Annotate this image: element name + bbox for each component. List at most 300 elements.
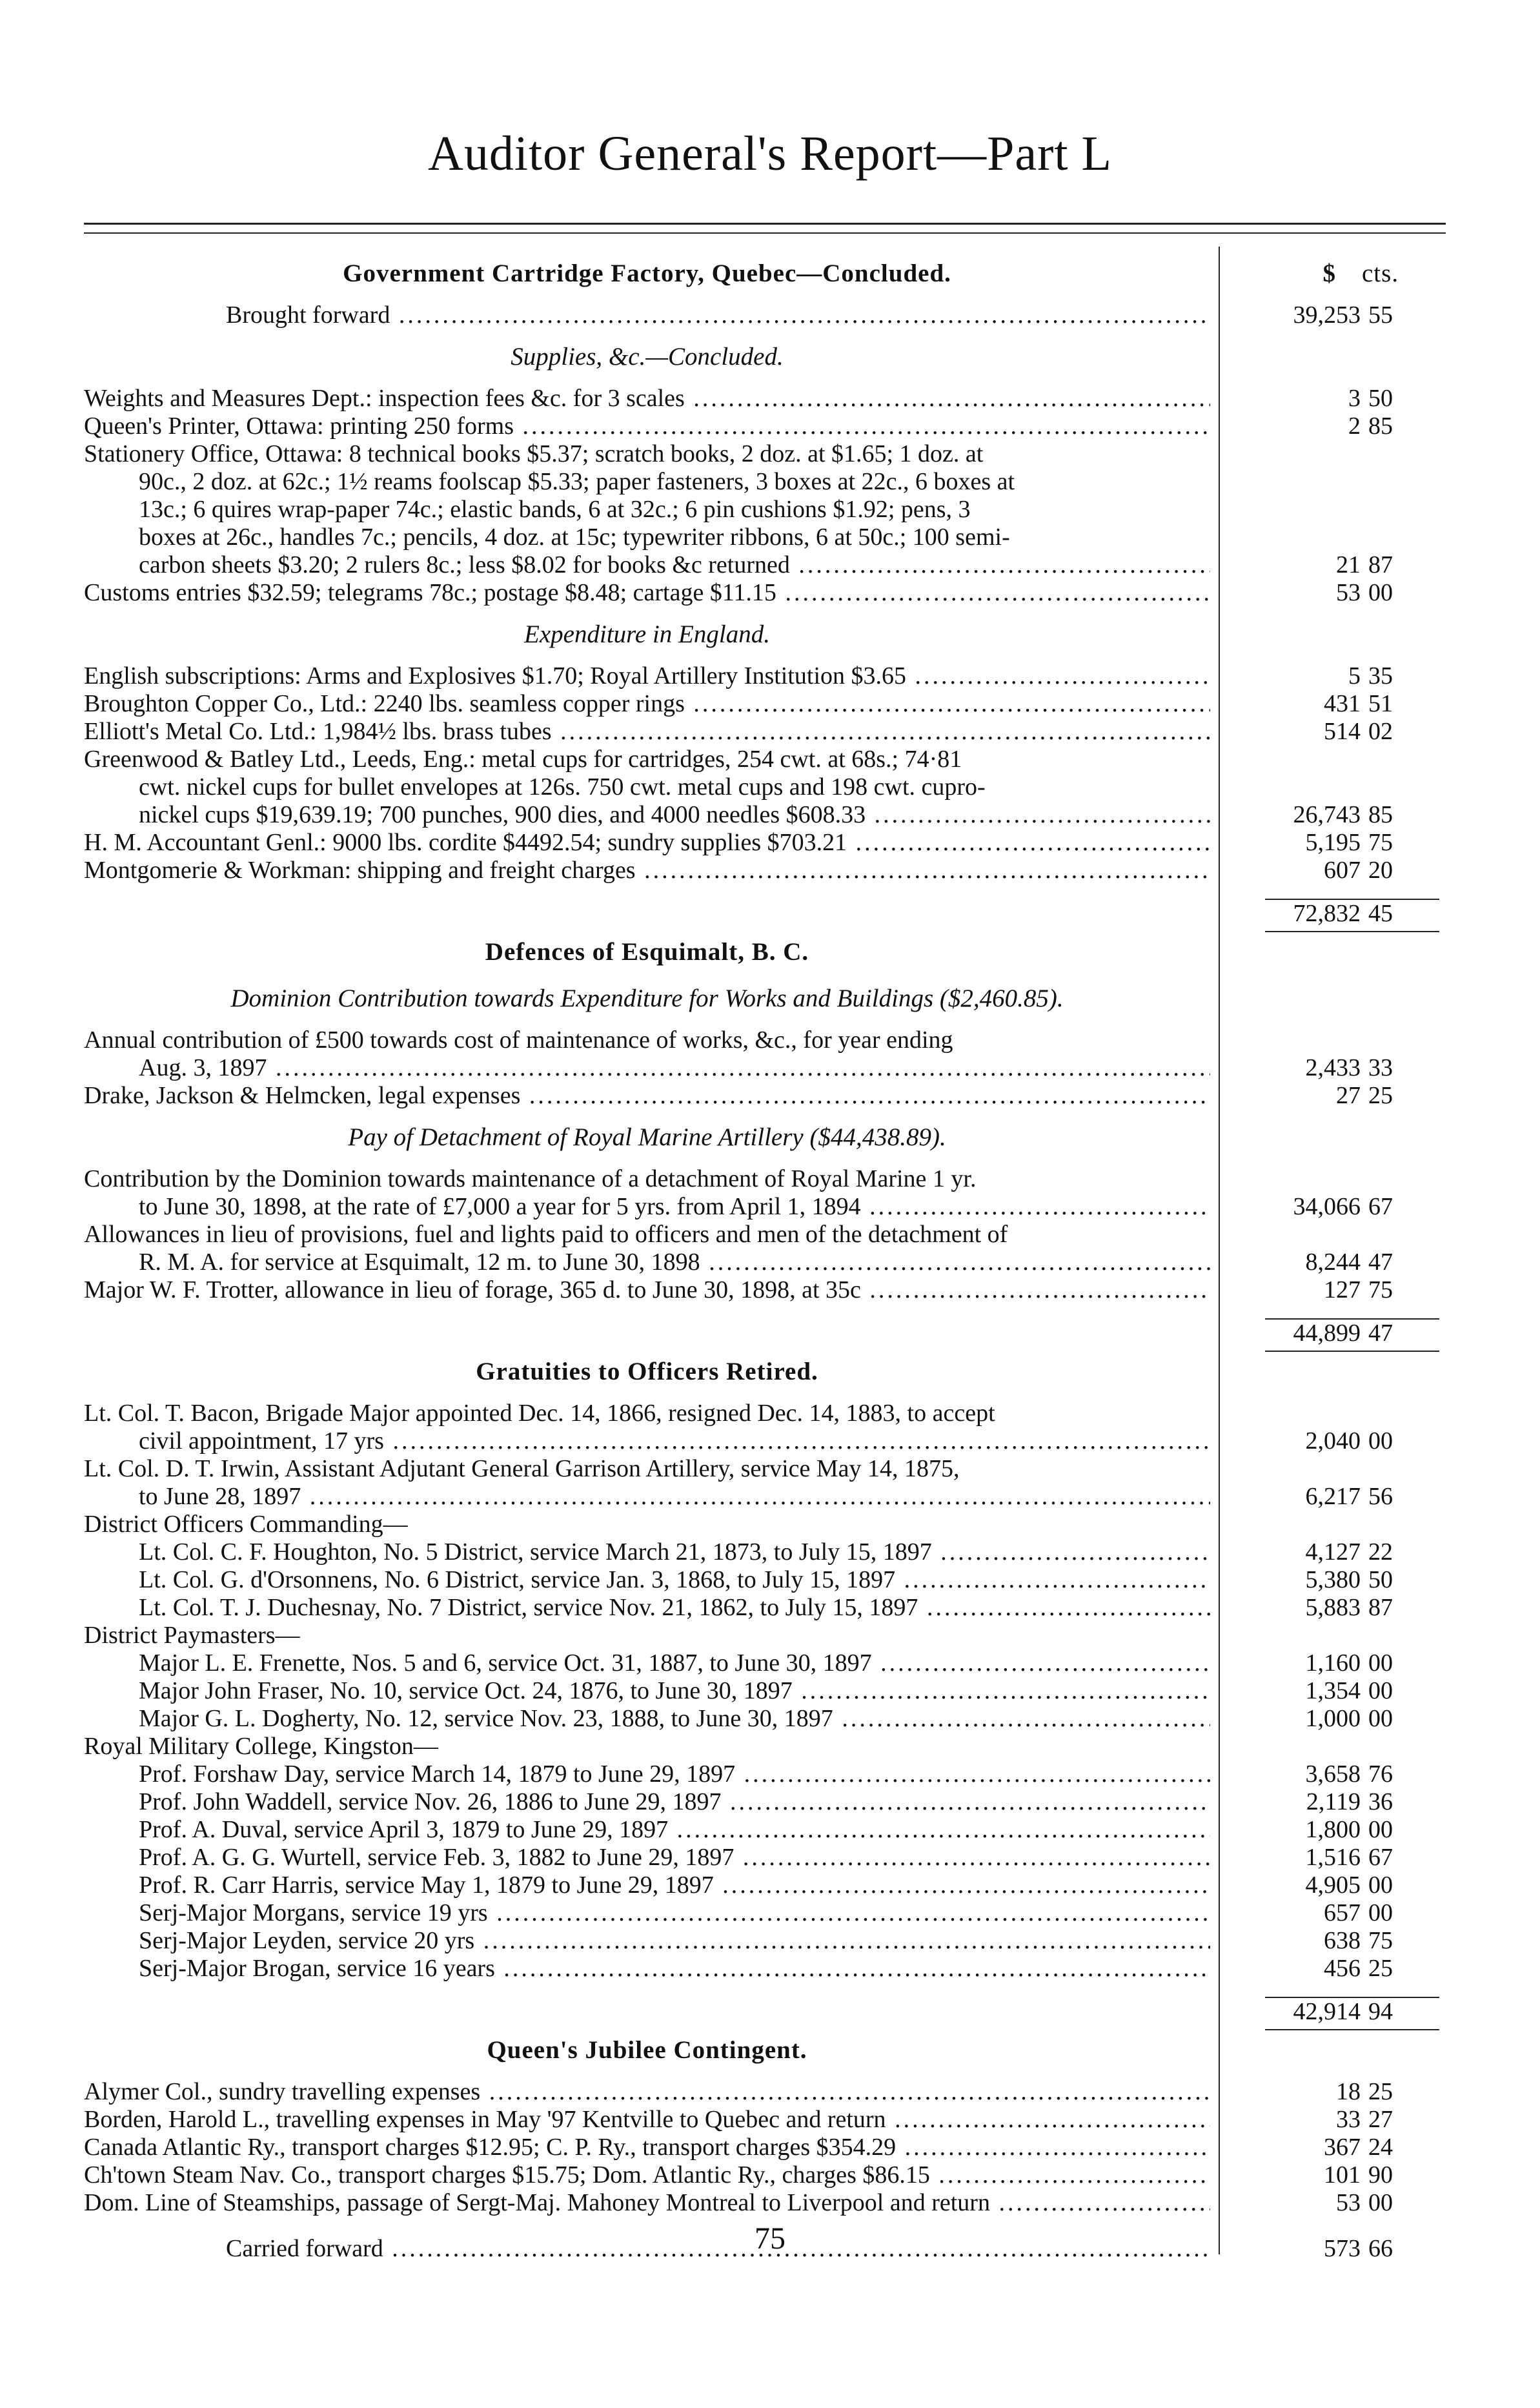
entry-description: nickel cups $19,639.19; 700 punches, 900 dies, and 4000 needles $608.33 xyxy=(139,801,866,828)
amount-dollars: 6,217 xyxy=(1305,1483,1361,1510)
entry-amount xyxy=(1284,2189,1413,2217)
section-title-esquimalt xyxy=(84,934,1210,971)
entry-description: Borden, Harold L., travelling expenses in May '97 Kentville to Quebec and return xyxy=(84,2106,886,2133)
entry-description: Broughton Copper Co., Ltd.: 2240 lbs. seamless copper rings xyxy=(84,690,685,717)
entry-text xyxy=(139,1677,1210,1705)
entry-description: Montgomerie & Workman: shipping and freight charges xyxy=(84,857,636,884)
section-total-esquimalt xyxy=(84,1313,1439,1353)
dollars-header: $ xyxy=(1322,260,1336,287)
entry-amount xyxy=(1284,579,1413,607)
entry-amount xyxy=(1284,1427,1413,1455)
entry-line xyxy=(84,1622,1439,1649)
entry-amount xyxy=(1284,1649,1413,1677)
amount-dollars: 5,883 xyxy=(1305,1594,1361,1621)
spacer xyxy=(84,1983,1439,1992)
entry-amount xyxy=(1284,857,1413,884)
entry-line xyxy=(84,1276,1439,1304)
entry-amount xyxy=(1284,1276,1413,1304)
entry-amount xyxy=(1284,2078,1413,2106)
amount-dollars: 1,354 xyxy=(1305,1677,1361,1704)
amount-cents: 51 xyxy=(1368,690,1393,717)
entry-description: Lt. Col. G. d'Orsonnens, No. 6 District, service Jan. 3, 1868, to July 15, 1897 xyxy=(139,1566,896,1593)
entry-text xyxy=(84,2078,1210,2106)
amount-dollars: 18 xyxy=(1336,2078,1361,2105)
amount-dollars: 2,119 xyxy=(1306,1788,1361,1815)
amount-cents: 00 xyxy=(1368,1872,1393,1899)
entry-line xyxy=(84,1677,1439,1705)
entry-line xyxy=(84,1649,1439,1677)
amount-cents: 00 xyxy=(1368,579,1393,606)
entry-description: Stationery Office, Ottawa: 8 technical books $5.37; scratch books, 2 doz. at $1.65; 1 doz. at xyxy=(84,440,984,467)
entry-text xyxy=(139,551,1210,579)
amount-dollars: 573 xyxy=(1324,2235,1361,2262)
entry-line xyxy=(84,385,1439,413)
entry-text xyxy=(139,1649,1210,1677)
entry-line xyxy=(84,1400,1439,1427)
subheading-england-text: Expenditure in England. xyxy=(524,620,770,648)
entry-line xyxy=(84,1816,1439,1844)
entry-line xyxy=(84,1455,1439,1483)
entry-line xyxy=(84,440,1439,468)
amount-dollars: 2 xyxy=(1348,413,1361,440)
entry-description: Aug. 3, 1897 xyxy=(139,1054,267,1081)
entry-line xyxy=(84,1566,1439,1594)
entry-line xyxy=(84,1026,1439,1054)
entry-amount xyxy=(1284,1594,1413,1622)
entry-text xyxy=(84,1622,1210,1649)
entry-text xyxy=(139,1899,1210,1927)
amount-cents: 66 xyxy=(1368,2235,1393,2262)
entry-line xyxy=(84,1249,1439,1276)
entry-text xyxy=(139,1705,1210,1733)
amount-dollars: 101 xyxy=(1324,2161,1361,2189)
total-cents: 47 xyxy=(1368,1320,1393,1347)
amount-cents: 90 xyxy=(1368,2161,1393,2189)
amount-dollars: 127 xyxy=(1324,1276,1361,1303)
spacer xyxy=(84,653,1439,662)
entry-line xyxy=(84,1844,1439,1872)
entry-description: Serj-Major Morgans, service 19 yrs xyxy=(139,1899,488,1926)
entry-description: English subscriptions: Arms and Explosives $1.70; Royal Artillery Institution $3.65 xyxy=(84,662,907,689)
brought-forward xyxy=(84,301,1439,329)
amount-dollars: 53 xyxy=(1336,579,1361,606)
entry-description: carbon sheets $3.20; 2 rulers 8c.; less $8.02 for books &c returned xyxy=(139,551,790,578)
entry-amount xyxy=(1284,1760,1413,1788)
entry-description: Major W. F. Trotter, allowance in lieu of forage, 365 d. to June 30, 1898, at 35c xyxy=(84,1276,861,1303)
entry-text xyxy=(139,1594,1210,1622)
total-dollars: 42,914 xyxy=(1293,1998,1361,2025)
amount-dollars: 34,066 xyxy=(1293,1193,1361,1220)
amount-dollars: 3,658 xyxy=(1305,1760,1361,1788)
entry-text xyxy=(84,718,1210,746)
entry-text xyxy=(84,662,1210,690)
amount-dollars: 3 xyxy=(1348,385,1361,412)
entry-line xyxy=(84,662,1439,690)
amount-cents: 56 xyxy=(1368,1483,1393,1510)
entry-text xyxy=(139,1788,1210,1816)
entry-text xyxy=(84,1221,1210,1249)
entry-text xyxy=(84,829,1210,857)
total-cents: 94 xyxy=(1368,1998,1393,2025)
page-number: 75 xyxy=(755,2221,785,2256)
entry-text xyxy=(84,2106,1210,2134)
entry-description: Serj-Major Brogan, service 16 years xyxy=(139,1955,495,1982)
entry-line xyxy=(84,1733,1439,1760)
entry-text xyxy=(84,1026,1210,1054)
entry-text xyxy=(139,1483,1210,1511)
entry-text xyxy=(139,1249,1210,1276)
entry-description: Lt. Col. D. T. Irwin, Assistant Adjutant General Garrison Artillery, service May 14, 1875, xyxy=(84,1455,960,1482)
entry-description: Contribution by the Dominion towards maintenance of a detachment of Royal Marine 1 yr. xyxy=(84,1165,977,1192)
entry-amount xyxy=(1284,829,1413,857)
entry-line xyxy=(84,1054,1439,1082)
entry-description: boxes at 26c., handles 7c.; pencils, 4 doz. at 15c; typewriter ribbons, 6 at 50c.; 100 semi- xyxy=(139,524,1010,551)
entry-description: Dom. Line of Steamships, passage of Sergt-Maj. Mahoney Montreal to Liverpool and return xyxy=(84,2189,990,2216)
entry-text xyxy=(139,524,1210,551)
entry-amount xyxy=(1284,551,1413,579)
amount-cents: 50 xyxy=(1368,1566,1393,1593)
entry-description: Major L. E. Frenette, Nos. 5 and 6, service Oct. 31, 1887, to June 30, 1897 xyxy=(139,1649,872,1677)
currency-header xyxy=(1291,255,1420,292)
amount-dollars: 5 xyxy=(1348,662,1361,689)
entry-text xyxy=(139,1955,1210,1983)
entry-text xyxy=(84,857,1210,884)
entry-text xyxy=(139,1538,1210,1566)
amount-dollars: 8,244 xyxy=(1305,1249,1361,1276)
entry-description: Lt. Col. C. F. Houghton, No. 5 District, service March 21, 1873, to July 15, 1897 xyxy=(139,1538,932,1566)
entry-description: Drake, Jackson & Helmcken, legal expenses xyxy=(84,1082,521,1109)
entry-text xyxy=(139,1927,1210,1955)
entry-amount xyxy=(1284,2161,1413,2189)
entry-description: Serj-Major Leyden, service 20 yrs xyxy=(139,1927,475,1954)
amount-dollars: 5,195 xyxy=(1305,829,1361,856)
header-rule-top xyxy=(84,223,1446,225)
entry-text xyxy=(84,746,1210,773)
entry-line xyxy=(84,690,1439,718)
amount-cents: 75 xyxy=(1368,1927,1393,1954)
entry-line xyxy=(84,1927,1439,1955)
amount-cents: 00 xyxy=(1368,1677,1393,1704)
entry-line xyxy=(84,746,1439,773)
entry-line xyxy=(84,579,1439,607)
section-title-esquimalt-text: Defences of Esquimalt, B. C. xyxy=(485,938,809,966)
entry-description: Queen's Printer, Ottawa: printing 250 forms xyxy=(84,413,514,440)
amount-cents: 76 xyxy=(1368,1760,1393,1788)
total-amount xyxy=(1284,1992,1413,2032)
brought-forward-label xyxy=(226,301,1210,329)
amount-cents: 75 xyxy=(1368,1276,1393,1303)
section-title-gratuities xyxy=(84,1353,1210,1391)
spacer xyxy=(84,1156,1439,1165)
amount-dollars: 638 xyxy=(1324,1927,1361,1954)
entry-amount xyxy=(1284,1538,1413,1566)
amount-dollars: 1,516 xyxy=(1305,1844,1361,1871)
amount-cents: 85 xyxy=(1368,413,1393,440)
entry-line xyxy=(84,718,1439,746)
amount-cents: 87 xyxy=(1368,1594,1393,1621)
spacer xyxy=(84,2069,1439,2078)
entry-text xyxy=(84,2161,1210,2189)
amount-dollars: 4,905 xyxy=(1305,1872,1361,1899)
entry-text xyxy=(84,1511,1210,1538)
total-amount xyxy=(1284,893,1413,934)
entry-text xyxy=(139,773,1210,801)
entry-description: cwt. nickel cups for bullet envelopes at 126s. 750 cwt. metal cups and 198 cwt. cupro- xyxy=(139,773,986,801)
entry-line xyxy=(84,1483,1439,1511)
subheading-royal-marine xyxy=(84,1119,1210,1156)
entry-text xyxy=(84,2189,1210,2217)
amount-cents: 02 xyxy=(1368,718,1393,745)
entry-amount xyxy=(1284,2106,1413,2134)
amount-cents: 24 xyxy=(1368,2134,1393,2161)
amount-dollars: 431 xyxy=(1324,690,1361,717)
amount-cents: 22 xyxy=(1368,1538,1393,1566)
cents-header: cts. xyxy=(1362,260,1399,287)
brought-forward-amount xyxy=(1284,301,1413,329)
entry-description: Alymer Col., sundry travelling expenses xyxy=(84,2078,481,2105)
entry-line xyxy=(84,801,1439,829)
amount-cents: 50 xyxy=(1368,385,1393,412)
entry-amount xyxy=(1284,1872,1413,1899)
entry-text xyxy=(84,385,1210,413)
entry-text xyxy=(84,1400,1210,1427)
spacer xyxy=(84,1304,1439,1313)
section-total-gratuities xyxy=(84,1992,1439,2032)
entry-line xyxy=(84,551,1439,579)
spacer xyxy=(84,971,1439,980)
entry-line xyxy=(84,829,1439,857)
entry-line xyxy=(84,1872,1439,1899)
entry-description: Prof. John Waddell, service Nov. 26, 1886 to June 29, 1897 xyxy=(139,1788,722,1815)
subheading-supplies-text: Supplies, &c.—Concluded. xyxy=(511,343,784,371)
amount-cents: 00 xyxy=(1368,1705,1393,1732)
entry-description: Major John Fraser, No. 10, service Oct. 24, 1876, to June 30, 1897 xyxy=(139,1677,793,1704)
entry-description: 13c.; 6 quires wrap-paper 74c.; elastic bands, 6 at 32c.; 6 pin cushions $1.92; pens, 3 xyxy=(139,496,971,523)
amount-cents: 67 xyxy=(1368,1844,1393,1871)
entry-amount xyxy=(1284,1844,1413,1872)
entry-amount xyxy=(1284,1899,1413,1927)
amount-dollars: 1,160 xyxy=(1305,1649,1361,1677)
entry-line xyxy=(84,1221,1439,1249)
entry-amount xyxy=(1284,1955,1413,1983)
entry-amount xyxy=(1284,1054,1413,1082)
entry-amount xyxy=(1284,1705,1413,1733)
amount-cents: 00 xyxy=(1368,1427,1393,1454)
entry-line xyxy=(84,496,1439,524)
entry-text xyxy=(84,2134,1210,2161)
section-title-jubilee-text: Queen's Jubilee Contingent. xyxy=(487,2036,807,2064)
entry-text xyxy=(139,1566,1210,1594)
amount-cents: 25 xyxy=(1368,1082,1393,1109)
amount-dollars: 367 xyxy=(1324,2134,1361,2161)
entry-description: Prof. R. Carr Harris, service May 1, 1879 to June 29, 1897 xyxy=(139,1872,714,1899)
entry-description: H. M. Accountant Genl.: 9000 lbs. cordite $4492.54; sundry supplies $703.21 xyxy=(84,829,847,856)
amount-cents: 00 xyxy=(1368,1649,1393,1677)
subheading-supplies xyxy=(84,338,1210,376)
brought-forward-text: Brought forward xyxy=(226,301,390,329)
amount-dollars: 2,433 xyxy=(1305,1054,1361,1081)
entry-line xyxy=(84,1594,1439,1622)
total-cents: 45 xyxy=(1368,900,1393,927)
entry-text xyxy=(139,1844,1210,1872)
entry-line xyxy=(84,1427,1439,1455)
subheading-dominion-contribution-text: Dominion Contribution towards Expenditure for Works and Buildings ($2,460.85). xyxy=(230,985,1064,1012)
entry-amount xyxy=(1284,1483,1413,1511)
section-total-cartridge-factory xyxy=(84,893,1439,934)
amount-dollars: 21 xyxy=(1336,551,1361,578)
amount-cents: 25 xyxy=(1368,1955,1393,1982)
amount-cents: 00 xyxy=(1368,1899,1393,1926)
entry-description: Lt. Col. T. Bacon, Brigade Major appointed Dec. 14, 1866, resigned Dec. 14, 1883, to accept xyxy=(84,1400,995,1427)
entry-description: Royal Military College, Kingston— xyxy=(84,1733,438,1760)
entry-description: to June 28, 1897 xyxy=(139,1483,301,1510)
amount-dollars: 33 xyxy=(1336,2106,1361,2133)
amount-cents: 67 xyxy=(1368,1193,1393,1220)
amount-dollars: 26,743 xyxy=(1293,801,1361,828)
entry-line xyxy=(84,1760,1439,1788)
entry-description: Weights and Measures Dept.: inspection fees &c. for 3 scales xyxy=(84,385,685,412)
entry-text xyxy=(139,1816,1210,1844)
entry-amount xyxy=(1284,1927,1413,1955)
amount-cents: 75 xyxy=(1368,829,1393,856)
entry-line xyxy=(84,1165,1439,1193)
amount-cents: 20 xyxy=(1368,857,1393,884)
page-header: Auditor General's Report—Part L xyxy=(428,127,1112,181)
amount-cents: 33 xyxy=(1368,1054,1393,1081)
entry-amount xyxy=(1284,662,1413,690)
amount-dollars: 607 xyxy=(1324,857,1361,884)
amount-cents: 36 xyxy=(1368,1788,1393,1815)
entry-description: Customs entries $32.59; telegrams 78c.; postage $8.48; cartage $11.15 xyxy=(84,579,776,606)
entry-description: Canada Atlantic Ry., transport charges $12.95; C. P. Ry., transport charges $354.29 xyxy=(84,2134,897,2161)
amount-dollars: 27 xyxy=(1336,1082,1361,1109)
entry-description: Allowances in lieu of provisions, fuel and lights paid to officers and men of the detachment of xyxy=(84,1221,1008,1248)
spacer xyxy=(84,1110,1439,1119)
entry-line xyxy=(84,1899,1439,1927)
entry-text xyxy=(84,1455,1210,1483)
entry-line xyxy=(84,1705,1439,1733)
entry-description: 90c., 2 doz. at 62c.; 1½ reams foolscap $5.33; paper fasteners, 3 boxes at 22c., 6 boxes at xyxy=(139,468,1015,495)
amount-dollars: 1,800 xyxy=(1305,1816,1361,1843)
amount-cents: 00 xyxy=(1368,1816,1393,1843)
amount-cents: 85 xyxy=(1368,801,1393,828)
entry-amount xyxy=(1284,413,1413,440)
entry-amount xyxy=(1284,718,1413,746)
entry-line xyxy=(84,857,1439,884)
entry-amount xyxy=(1284,2134,1413,2161)
section-title-cartridge-factory xyxy=(84,255,1399,292)
entry-description: R. M. A. for service at Esquimalt, 12 m. to June 30, 1898 xyxy=(139,1249,700,1276)
spacer xyxy=(84,884,1439,893)
entry-description: Elliott's Metal Co. Ltd.: 1,984½ lbs. brass tubes xyxy=(84,718,552,745)
entry-text xyxy=(139,1760,1210,1788)
total-dollars: 44,899 xyxy=(1293,1320,1361,1347)
entry-text xyxy=(84,1276,1210,1304)
entry-description: to June 30, 1898, at the rate of £7,000 a year for 5 yrs. from April 1, 1894 xyxy=(139,1193,861,1220)
entry-text xyxy=(84,1082,1210,1110)
entry-line xyxy=(84,1193,1439,1221)
entry-description: District Paymasters— xyxy=(84,1622,300,1649)
entry-line xyxy=(84,468,1439,496)
entry-line xyxy=(84,1082,1439,1110)
amount-cents: 27 xyxy=(1368,2106,1393,2133)
entry-amount xyxy=(1284,1566,1413,1594)
entry-text xyxy=(139,1427,1210,1455)
spacer xyxy=(84,329,1439,338)
entry-text xyxy=(139,1193,1210,1221)
carried-forward-text: Carried forward xyxy=(226,2235,383,2262)
entry-description: Prof. A. Duval, service April 3, 1879 to June 29, 1897 xyxy=(139,1816,669,1843)
section-title-gratuities-text: Gratuities to Officers Retired. xyxy=(476,1358,818,1385)
total-dollars: 72,832 xyxy=(1293,900,1361,927)
amount-cents: 25 xyxy=(1368,2078,1393,2105)
header-rule-bottom xyxy=(84,232,1446,234)
amount-cents: 35 xyxy=(1368,662,1393,689)
entry-line xyxy=(84,1788,1439,1816)
entry-amount xyxy=(1284,1082,1413,1110)
entry-text xyxy=(84,413,1210,440)
entry-amount xyxy=(1284,690,1413,718)
section-title-jubilee xyxy=(84,2032,1210,2069)
entry-amount xyxy=(1284,1193,1413,1221)
amount-dollars: 1,000 xyxy=(1305,1705,1361,1732)
entry-text xyxy=(139,1054,1210,1082)
entry-description: Annual contribution of £500 towards cost of maintenance of works, &c., for year ending xyxy=(84,1026,953,1054)
subheading-england xyxy=(84,616,1210,653)
amount-dollars: 4,127 xyxy=(1305,1538,1361,1566)
total-rule xyxy=(1265,931,1439,932)
spacer xyxy=(84,292,1439,301)
entry-description: Ch'town Steam Nav. Co., transport charges $15.75; Dom. Atlantic Ry., charges $86.15 xyxy=(84,2161,930,2189)
subheading-royal-marine-text: Pay of Detachment of Royal Marine Artillery ($44,438.89). xyxy=(348,1123,946,1151)
entry-text xyxy=(84,690,1210,718)
entry-text xyxy=(84,440,1210,468)
entry-description: Lt. Col. T. J. Duchesnay, No. 7 District, service Nov. 21, 1862, to July 15, 1897 xyxy=(139,1594,918,1621)
entry-line xyxy=(84,2134,1439,2161)
amount-cents: 55 xyxy=(1368,301,1393,329)
entry-text xyxy=(139,496,1210,524)
entry-line xyxy=(84,2106,1439,2134)
amount-dollars: 657 xyxy=(1324,1899,1361,1926)
entry-amount xyxy=(1284,1816,1413,1844)
amount-cents: 87 xyxy=(1368,551,1393,578)
amount-dollars: 5,380 xyxy=(1305,1566,1361,1593)
entry-line xyxy=(84,413,1439,440)
spacer xyxy=(84,1017,1439,1026)
amount-cents: 47 xyxy=(1368,1249,1393,1276)
entry-line xyxy=(84,1511,1439,1538)
total-amount xyxy=(1284,1313,1413,1353)
entry-text xyxy=(139,801,1210,829)
entry-description: Prof. A. G. G. Wurtell, service Feb. 3, 1882 to June 29, 1897 xyxy=(139,1844,735,1871)
entry-description: District Officers Commanding— xyxy=(84,1511,408,1538)
entry-text xyxy=(139,468,1210,496)
entry-description: civil appointment, 17 yrs xyxy=(139,1427,384,1454)
spacer xyxy=(84,1391,1439,1400)
entry-text xyxy=(84,1165,1210,1193)
spacer xyxy=(84,607,1439,616)
entry-description: Major G. L. Dogherty, No. 12, service Nov. 23, 1888, to June 30, 1897 xyxy=(139,1705,833,1732)
entry-line xyxy=(84,773,1439,801)
subheading-dominion-contribution xyxy=(84,980,1210,1017)
entry-text xyxy=(139,1872,1210,1899)
entry-amount xyxy=(1284,801,1413,829)
entry-amount xyxy=(1284,385,1413,413)
entry-description: Greenwood & Batley Ltd., Leeds, Eng.: metal cups for cartridges, 254 cwt. at 68s.; 74·81 xyxy=(84,746,962,773)
ledger-content xyxy=(84,255,1439,2263)
entry-line xyxy=(84,2189,1439,2217)
entry-text xyxy=(84,579,1210,607)
